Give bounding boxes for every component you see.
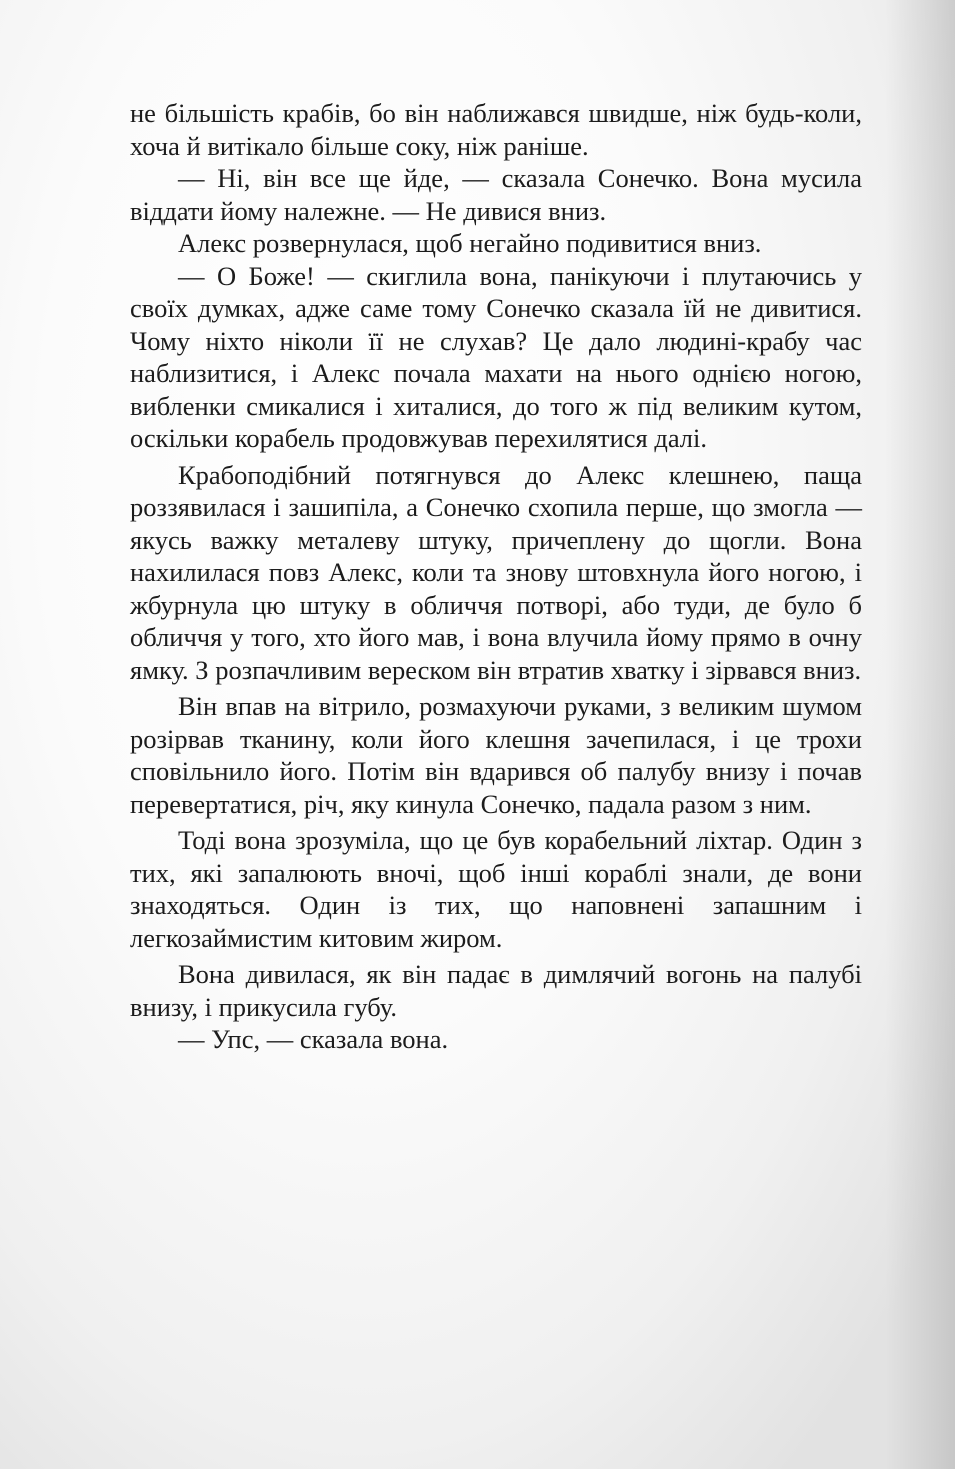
book-page-text: [130, 97, 862, 1056]
paragraph: Крабоподібний потягнувся до Алекс клешнею, паща роззявилася і зашипіла, а Сонечко схопила перше, що змогла — якусь важку металеву штуку, причеплену до щогли. Вона нахилилася повз Алекс, коли та знову штовхнула його ногою, і жбурнула цю штуку в обличчя потворі, або туди, де було б обличчя у того, хто його мав, і вона влучила йому прямо в очну ямку. З розпачливим вереском він втратив хватку і зірвався вниз.: [130, 459, 862, 685]
paragraph: Вона дивилася, як він падає в димлячий вогонь на палубі внизу, і прикусила губу.: [130, 959, 862, 1022]
paragraph: Алекс розвернулася, щоб негайно подивитися вниз.: [178, 228, 762, 258]
paragraph: Тоді вона зрозуміла, що це був корабельний ліхтар. Один з тих, які запалюють вночі, щоб інші кораблі знали, де вони знаходяться. Один із тих, що наповнені запашним і легкозаймистим китовим жиром.: [130, 825, 862, 953]
paragraph: Він впав на вітрило, розмахуючи руками, з великим шумом розірвав тканину, коли його клешня зачепилася, і це трохи сповільнило його. Потім він вдарився об палубу внизу і почав перевертатися, річ, яку кинула Сонечко, падала разом з ним.: [130, 691, 862, 819]
paragraph: не більшість крабів, бо він наближався швидше, ніж будь-коли, хоча й витікало більше соку, ніж раніше.: [130, 98, 862, 161]
page-edge-shadow: [885, 0, 955, 1469]
paragraph: — О Боже! — скиглила вона, панікуючи і плутаючись у своїх думках, адже саме тому Сонечко сказала їй не дивитися. Чому ніхто ніколи її не слухав? Це дало людині-крабу час наблизитися, і Алекс почала махати на нього однією ногою, вибленки смикалися і хиталися, до того ж під великим кутом, оскільки корабель продовжував перехилятися далі.: [130, 260, 862, 453]
paragraph: — Упс, — сказала вона.: [178, 1024, 449, 1054]
paragraph: — Ні, він все ще йде, — сказала Сонечко. Вона мусила віддати йому належне. — Не дивися вниз.: [130, 163, 862, 226]
